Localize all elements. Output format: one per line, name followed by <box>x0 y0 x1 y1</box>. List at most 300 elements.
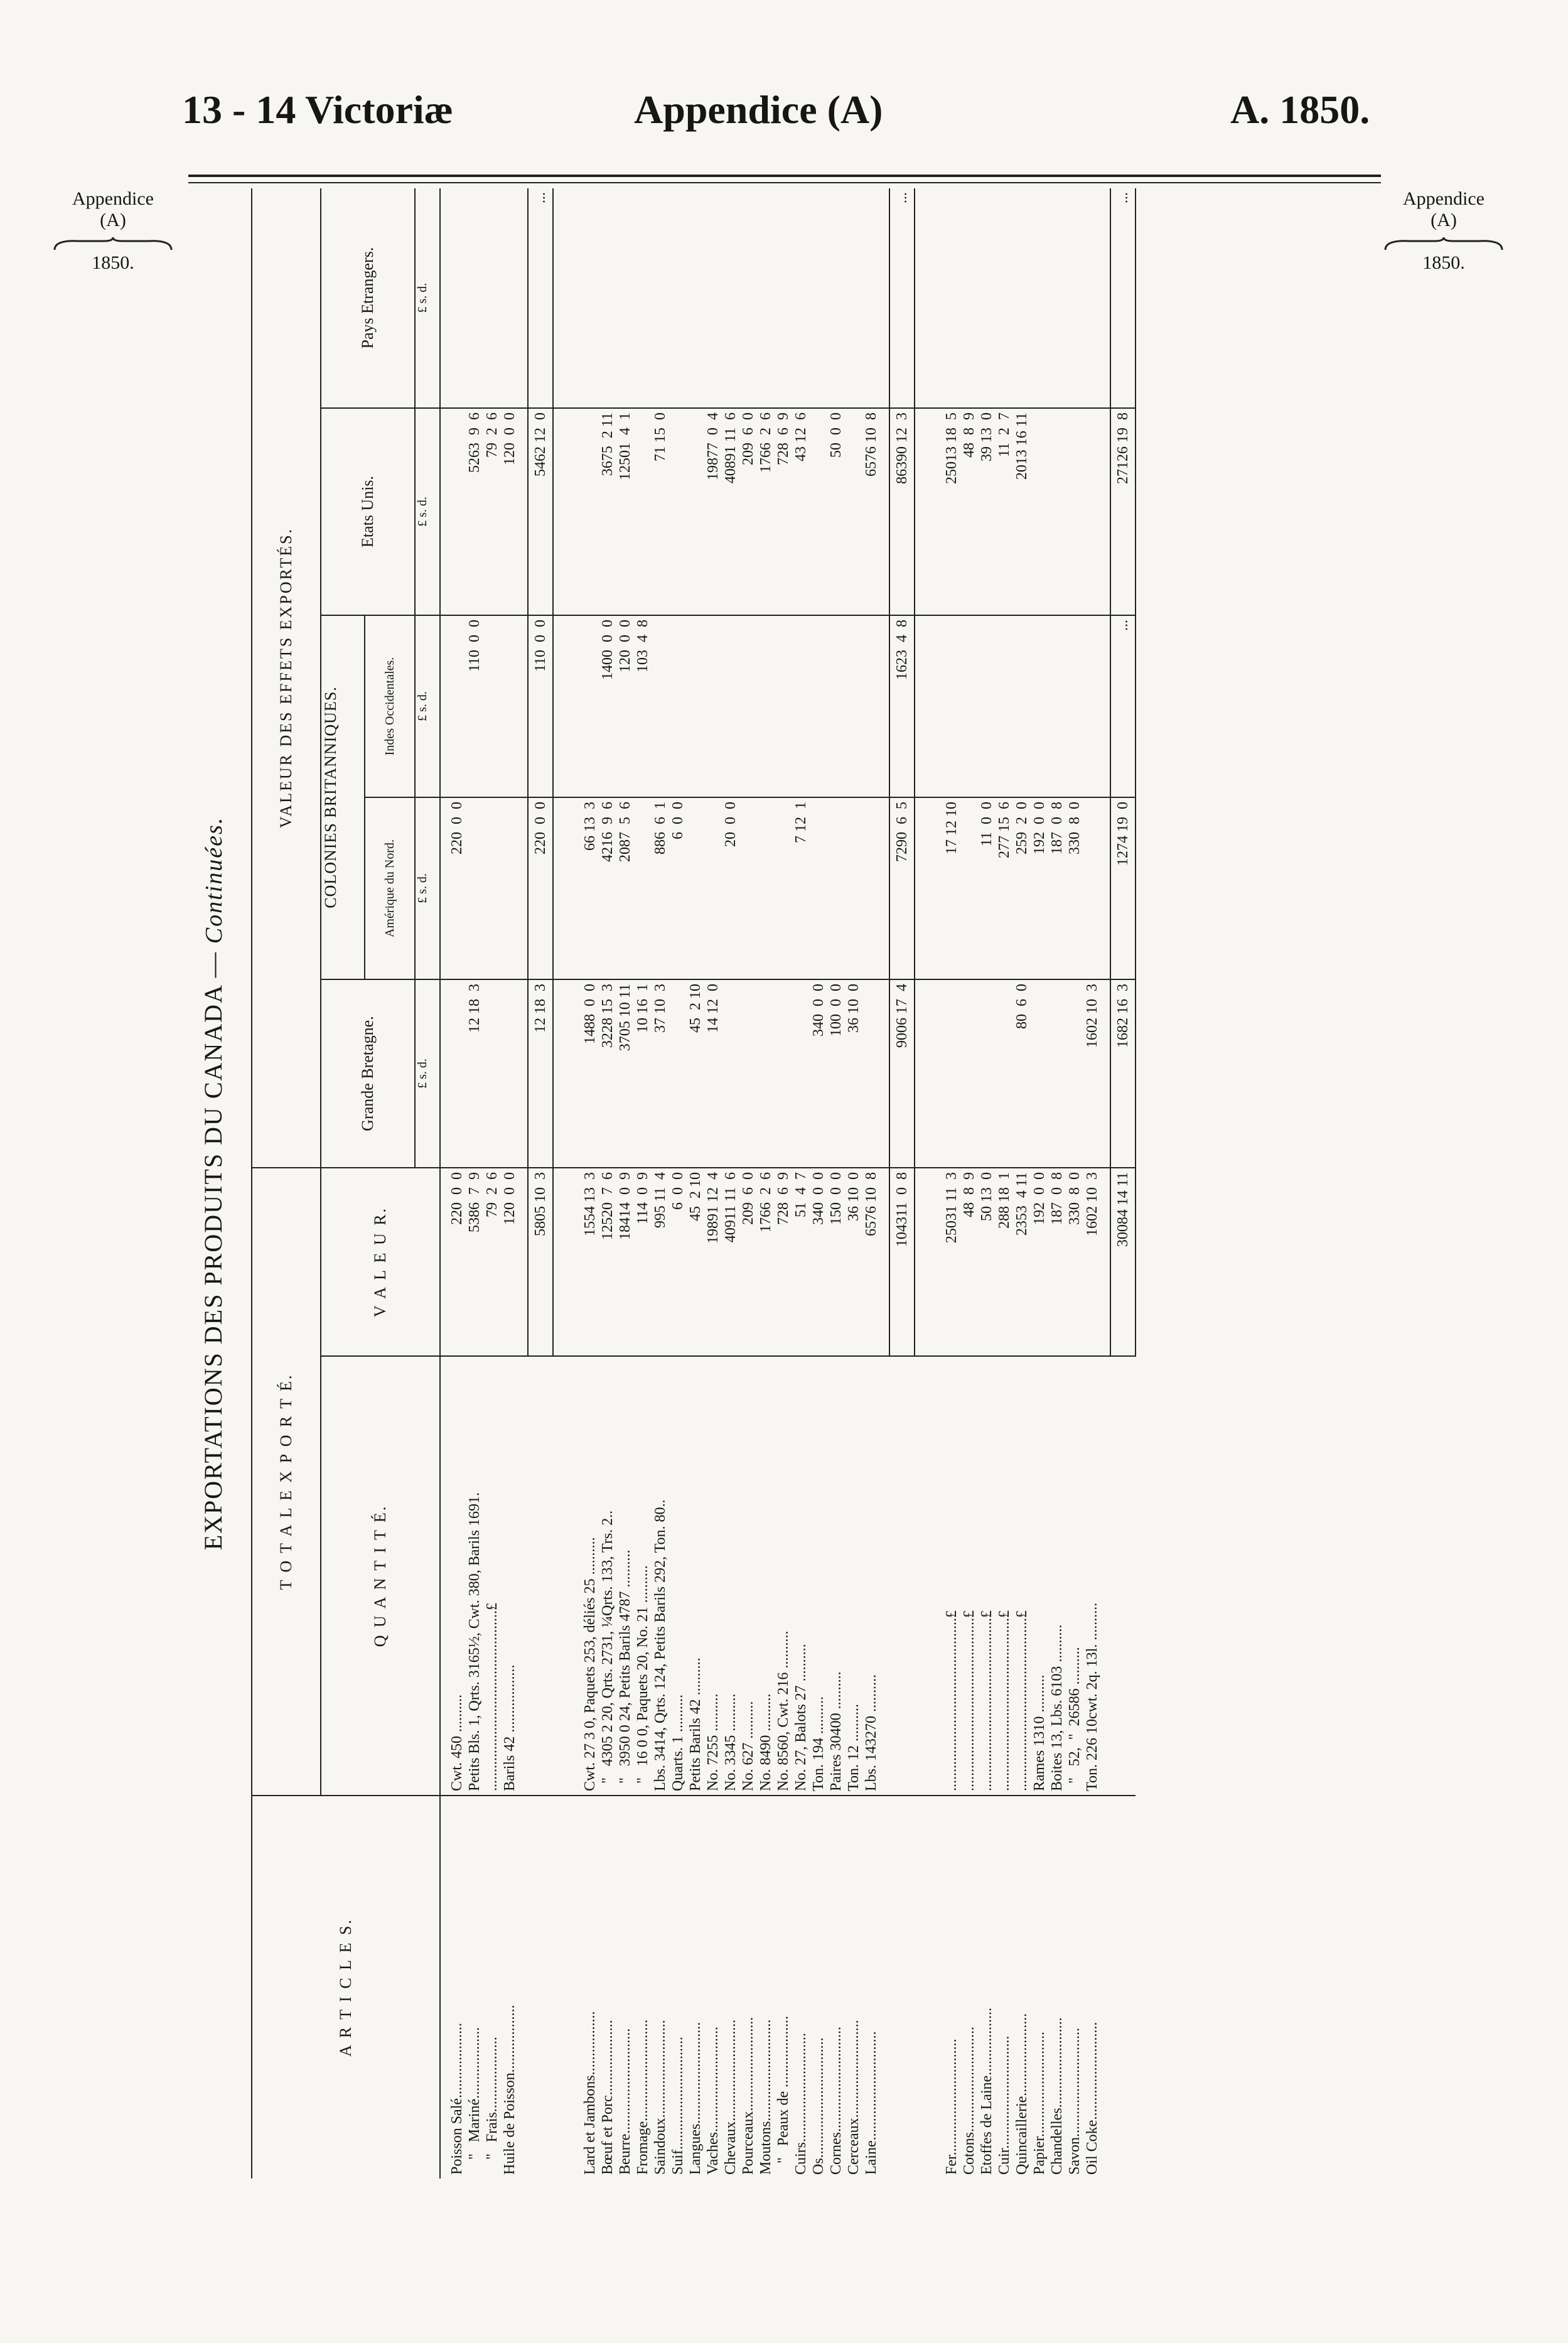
spacer-cell <box>881 797 889 979</box>
quantity-cell: No. 3345 .......... <box>722 1356 740 1796</box>
value-cell-in: 120 0 0 <box>617 615 635 797</box>
total-row <box>528 188 553 2179</box>
value-cell-pe <box>1066 188 1084 408</box>
value-cell-in <box>863 615 881 797</box>
value-cell-eu <box>687 408 705 615</box>
spacer-cell <box>440 188 449 408</box>
spacer-cell <box>915 615 943 797</box>
value-cell-gb: 36 10 0 <box>846 979 863 1168</box>
article-cell: " Mariné................... <box>466 2027 483 2175</box>
value-cell-valeur: 330 8 0 <box>1066 1168 1084 1356</box>
table-row <box>1084 188 1102 2179</box>
value-cell-valeur: 192 0 0 <box>1031 1168 1049 1356</box>
margin-note-year: 1850. <box>1422 252 1465 273</box>
col-header-valeur-effets: VALEUR DES EFFETS EXPORTÉS. <box>252 188 321 1168</box>
article-cell: " Peaux de ................... <box>775 2015 792 2175</box>
quantity-cell: ................................................£ <box>484 1356 502 1796</box>
value-cell-valeur: 209 6 0 <box>740 1168 758 1356</box>
table-title <box>176 188 251 2179</box>
total-cell-eu: 27126 19 8 <box>1110 408 1136 615</box>
table-row <box>652 188 670 2179</box>
spacer-cell <box>1102 408 1110 615</box>
value-cell-am <box>828 797 846 979</box>
value-cell-valeur: 48 8 9 <box>961 1168 979 1356</box>
spacer-cell <box>519 615 528 797</box>
value-cell-pe <box>775 188 793 408</box>
total-cell-in: 110 0 0 <box>528 615 553 797</box>
value-cell-eu: 2013 16 11 <box>1014 408 1031 615</box>
value-cell-eu: 11 2 7 <box>996 408 1014 615</box>
table-row <box>996 188 1014 2179</box>
value-cell-am <box>687 797 705 979</box>
group-spacer <box>1102 188 1110 2179</box>
total-cell-gb: 12 18 3 <box>528 979 553 1168</box>
value-cell-eu <box>635 408 652 615</box>
spacer-cell <box>519 1796 528 2179</box>
value-cell-pe <box>1014 188 1031 408</box>
value-cell-gb <box>670 979 687 1168</box>
value-cell-eu: 50 0 0 <box>828 408 846 615</box>
value-cell-am <box>635 797 652 979</box>
spacer-cell <box>553 408 582 615</box>
value-cell-valeur: 340 0 0 <box>810 1168 828 1356</box>
value-cell-gb: 12 18 3 <box>466 979 484 1168</box>
quantity-cell: Paires 30400 .......... <box>828 1356 846 1796</box>
lsd-header: £ s. d. <box>415 188 440 408</box>
quantity-cell: ..............................................£ <box>979 1356 996 1796</box>
value-cell-pe <box>1049 188 1066 408</box>
value-cell-valeur: 1766 2 6 <box>758 1168 775 1356</box>
article-cell: Huile de Poisson.................. <box>502 2005 518 2175</box>
table-row <box>449 188 466 2179</box>
total-row <box>1110 188 1136 2179</box>
value-cell-eu: 39 13 0 <box>979 408 996 615</box>
value-cell-eu: 79 2 6 <box>484 408 502 615</box>
group-spacer <box>915 188 943 2179</box>
exports-table <box>251 188 1136 2179</box>
value-cell-pe <box>996 188 1014 408</box>
value-cell-in <box>1049 615 1066 797</box>
spacer-cell <box>881 1168 889 1356</box>
spacer-cell <box>915 979 943 1168</box>
lsd-header: £ s. d. <box>415 408 440 615</box>
value-cell-valeur: 995 11 4 <box>652 1168 670 1356</box>
value-cell-am <box>775 797 793 979</box>
article-cell: Lard et Jambons................. <box>582 2011 598 2175</box>
value-cell-am <box>846 797 863 979</box>
value-cell-valeur: 288 18 1 <box>996 1168 1014 1356</box>
value-cell-gb <box>996 979 1014 1168</box>
quantity-cell: Ton. 226 10cwt. 2q. 13l. .......... <box>1084 1356 1102 1796</box>
spacer-cell <box>519 188 528 408</box>
value-cell-pe <box>1084 188 1102 408</box>
value-cell-in <box>582 615 599 797</box>
total-cell-am: 1274 19 0 <box>1110 797 1136 979</box>
spacer-cell <box>915 1168 943 1356</box>
value-cell-eu: 25013 18 5 <box>943 408 961 615</box>
table-row <box>1014 188 1031 2179</box>
brace-icon <box>53 235 173 250</box>
quantity-cell: Ton. 194 .......... <box>810 1356 828 1796</box>
value-cell-eu <box>846 408 863 615</box>
spacer-cell <box>1102 1356 1110 1796</box>
table-title-main: EXPORTATIONS DES PRODUITS DU CANADA — <box>199 951 227 1551</box>
table-row <box>979 188 996 2179</box>
table-row <box>617 188 635 2179</box>
value-cell-am: 11 0 0 <box>979 797 996 979</box>
value-cell-in <box>670 615 687 797</box>
value-cell-gb: 14 12 0 <box>705 979 722 1168</box>
total-cell-valeur: 5805 10 3 <box>528 1168 553 1356</box>
value-cell-gb: 10 16 1 <box>635 979 652 1168</box>
spacer-cell <box>1102 615 1110 797</box>
spacer-cell <box>915 797 943 979</box>
group-spacer <box>519 188 528 2179</box>
value-cell-gb <box>758 979 775 1168</box>
value-cell-am: 886 6 1 <box>652 797 670 979</box>
value-cell-am: 20 0 0 <box>722 797 740 979</box>
value-cell-am: 2087 5 6 <box>617 797 635 979</box>
total-cell-am: 7290 6 5 <box>889 797 915 979</box>
spacer-cell <box>553 1168 582 1356</box>
value-cell-gb <box>484 979 502 1168</box>
article-cell: Bœuf et Porc.................... <box>599 2020 616 2175</box>
spacer-cell <box>440 979 449 1168</box>
value-cell-in <box>961 615 979 797</box>
value-cell-am <box>484 797 502 979</box>
value-cell-am <box>810 797 828 979</box>
value-cell-gb: 80 6 0 <box>1014 979 1031 1168</box>
table-row <box>722 188 740 2179</box>
article-cell: Vaches............................ <box>705 2027 721 2175</box>
article-cell: Papier............................ <box>1031 2032 1048 2175</box>
value-cell-eu: 5263 9 6 <box>466 408 484 615</box>
quantity-cell: No. 8490 .......... <box>758 1356 775 1796</box>
quantity-cell: ..............................................£ <box>961 1356 979 1796</box>
value-cell-pe <box>846 188 863 408</box>
article-cell: Beurre............................ <box>617 2028 633 2175</box>
lsd-header: £ s. d. <box>415 797 440 979</box>
value-cell-pe <box>466 188 484 408</box>
col-header-etats-unis: Etats Unis. <box>321 408 415 615</box>
spacer-cell <box>553 1356 582 1796</box>
total-cell-pe: ... <box>1110 188 1136 408</box>
value-cell-gb: 45 2 10 <box>687 979 705 1168</box>
spacer-cell <box>1102 979 1110 1168</box>
value-cell-in <box>502 615 519 797</box>
value-cell-gb <box>1031 979 1049 1168</box>
header-right: A. 1850. <box>1230 87 1370 132</box>
value-cell-am <box>758 797 775 979</box>
value-cell-pe <box>617 188 635 408</box>
article-cell: Fer............................... <box>943 2039 960 2175</box>
value-cell-am: 187 0 8 <box>1049 797 1066 979</box>
value-cell-valeur: 728 6 9 <box>775 1168 793 1356</box>
total-cell-pe: ... <box>889 188 915 408</box>
quantity-cell: Petits Barils 42 .......... <box>687 1356 705 1796</box>
value-cell-pe <box>599 188 617 408</box>
value-cell-in <box>1066 615 1084 797</box>
value-cell-eu <box>1084 408 1102 615</box>
article-cell: Pourceaux......................... <box>740 2017 756 2175</box>
value-cell-pe <box>722 188 740 408</box>
value-cell-pe <box>943 188 961 408</box>
exports-table-body <box>440 188 1136 2179</box>
value-cell-in <box>775 615 793 797</box>
quantity-cell: " 3950 0 24, Petits Barils 4787 .......... <box>617 1356 635 1796</box>
spacer-cell <box>553 797 582 979</box>
col-header-grande-bretagne: Grande Bretagne. <box>321 979 415 1168</box>
total-label-cell <box>1110 1796 1136 2179</box>
total-cell-valeur: 30084 14 11 <box>1110 1168 1136 1356</box>
quantity-cell: " 4305 2 20, Qrts. 2731, ¼Qrts. 133, Trs. 2.. <box>599 1356 617 1796</box>
value-cell-eu <box>449 408 466 615</box>
value-cell-pe <box>705 188 722 408</box>
quantity-cell: Rames 1310 .......... <box>1031 1356 1049 1796</box>
margin-note-label: Appendice <box>72 188 154 209</box>
value-cell-eu: 6576 10 8 <box>863 408 881 615</box>
spacer-cell <box>881 408 889 615</box>
spacer-cell <box>553 615 582 797</box>
article-cell: Cuir.............................. <box>996 2035 1012 2175</box>
margin-note-left <box>50 188 176 274</box>
value-cell-pe <box>582 188 599 408</box>
article-cell: Etoffes de Laine.................. <box>979 2007 995 2175</box>
value-cell-pe <box>502 188 519 408</box>
value-cell-am <box>502 797 519 979</box>
spacer-cell <box>1102 1168 1110 1356</box>
value-cell-valeur: 114 0 9 <box>635 1168 652 1356</box>
total-quantity-cell <box>528 1356 553 1796</box>
spacer-cell <box>915 1356 943 1796</box>
value-cell-gb: 3705 10 11 <box>617 979 635 1168</box>
value-cell-gb: 340 0 0 <box>810 979 828 1168</box>
margin-note-label: Appendice <box>1403 188 1485 209</box>
value-cell-eu <box>810 408 828 615</box>
value-cell-in <box>758 615 775 797</box>
table-row <box>810 188 828 2179</box>
value-cell-valeur: 1554 13 3 <box>582 1168 599 1356</box>
quantity-cell: No. 8560, Cwt. 216 .......... <box>775 1356 793 1796</box>
value-cell-am <box>705 797 722 979</box>
value-cell-am: 330 8 0 <box>1066 797 1084 979</box>
article-cell: Chevaux........................... <box>722 2019 739 2175</box>
quantity-cell: ..............................................£ <box>996 1356 1014 1796</box>
quantity-cell: ..............................................£ <box>1014 1356 1031 1796</box>
spacer-cell <box>519 408 528 615</box>
group-spacer <box>881 188 889 2179</box>
value-cell-gb <box>740 979 758 1168</box>
table-row <box>502 188 519 2179</box>
total-label-cell <box>528 1796 553 2179</box>
value-cell-in <box>449 615 466 797</box>
value-cell-gb <box>722 979 740 1168</box>
col-header-indes: Indes Occidentales. <box>365 615 415 797</box>
value-cell-eu: 43 12 6 <box>793 408 810 615</box>
article-cell: Os................................ <box>810 2037 827 2175</box>
total-cell-eu: 86390 12 3 <box>889 408 915 615</box>
value-cell-gb: 3228 15 3 <box>599 979 617 1168</box>
value-cell-valeur: 6 0 0 <box>670 1168 687 1356</box>
table-row <box>775 188 793 2179</box>
spacer-cell <box>881 615 889 797</box>
value-cell-valeur: 120 0 0 <box>502 1168 519 1356</box>
table-row <box>1049 188 1066 2179</box>
article-cell: " Frais.................... <box>484 2037 500 2175</box>
value-cell-valeur: 220 0 0 <box>449 1168 466 1356</box>
value-cell-eu: 120 0 0 <box>502 408 519 615</box>
article-cell: Cerceaux.......................... <box>846 2020 862 2175</box>
value-cell-gb <box>943 979 961 1168</box>
spacer-cell <box>553 1796 582 2179</box>
total-cell-in: ... <box>1110 615 1136 797</box>
value-cell-in: 110 0 0 <box>466 615 484 797</box>
value-cell-in: 103 4 8 <box>635 615 652 797</box>
article-cell: Cornes............................ <box>828 2027 844 2175</box>
value-cell-am: 4216 9 6 <box>599 797 617 979</box>
value-cell-pe <box>810 188 828 408</box>
col-header-pays-etrangers: Pays Etrangers. <box>321 188 415 408</box>
article-cell: Saindoux.......................... <box>652 2020 669 2175</box>
header-left: 13 - 14 Victoriæ <box>182 87 453 132</box>
value-cell-gb: 100 0 0 <box>828 979 846 1168</box>
value-cell-am <box>1084 797 1102 979</box>
total-cell-in: 1623 4 8 <box>889 615 915 797</box>
lsd-header: £ s. d. <box>415 615 440 797</box>
table-row <box>687 188 705 2179</box>
quantity-cell: Cwt. 27 3 0, Paquets 253, déliés 25 .......... <box>582 1356 599 1796</box>
quantity-cell: " 52, " 26586 .......... <box>1066 1356 1084 1796</box>
quantity-cell: ..............................................£ <box>943 1356 961 1796</box>
quantity-cell: " 16 0 0, Paquets 20, No. 21 .......... <box>635 1356 652 1796</box>
value-cell-pe <box>793 188 810 408</box>
quantity-cell: Lbs. 3414, Qrts. 124, Petits Barils 292, Ton. 80.. <box>652 1356 670 1796</box>
value-cell-in <box>705 615 722 797</box>
spacer-cell <box>440 1168 449 1356</box>
spacer-cell <box>519 797 528 979</box>
spacer-cell <box>881 1356 889 1796</box>
value-cell-eu: 12501 4 1 <box>617 408 635 615</box>
value-cell-in <box>1014 615 1031 797</box>
header-rule-thin <box>188 182 1381 183</box>
spacer-cell <box>553 979 582 1168</box>
value-cell-valeur: 45 2 10 <box>687 1168 705 1356</box>
value-cell-am <box>466 797 484 979</box>
quantity-cell: No. 7255 .......... <box>705 1356 722 1796</box>
spacer-cell <box>881 188 889 408</box>
value-cell-pe <box>863 188 881 408</box>
value-cell-in <box>1031 615 1049 797</box>
article-cell: Suif.............................. <box>670 2036 686 2175</box>
group-spacer <box>440 188 449 2179</box>
value-cell-eu <box>1049 408 1066 615</box>
value-cell-valeur: 5386 7 9 <box>466 1168 484 1356</box>
value-cell-gb: 37 10 3 <box>652 979 670 1168</box>
value-cell-valeur: 18414 0 9 <box>617 1168 635 1356</box>
total-cell-pe: ... <box>528 188 553 408</box>
quantity-cell: Lbs. 143270 .......... <box>863 1356 881 1796</box>
col-header-valeur: V A L E U R. <box>321 1168 440 1356</box>
value-cell-eu: 48 8 9 <box>961 408 979 615</box>
value-cell-gb <box>863 979 881 1168</box>
article-cell: Cotons............................ <box>961 2026 977 2175</box>
value-cell-pe <box>961 188 979 408</box>
table-row <box>828 188 846 2179</box>
value-cell-in <box>846 615 863 797</box>
col-header-articles: A R T I C L E S. <box>252 1796 440 2179</box>
value-cell-gb <box>793 979 810 1168</box>
value-cell-valeur: 6576 10 8 <box>863 1168 881 1356</box>
total-cell-gb: 9006 17 4 <box>889 979 915 1168</box>
value-cell-eu: 728 6 9 <box>775 408 793 615</box>
spacer-cell <box>1102 188 1110 408</box>
article-cell: Fromage........................... <box>635 2019 651 2175</box>
value-cell-eu <box>1066 408 1084 615</box>
value-cell-in <box>1084 615 1102 797</box>
value-cell-gb <box>502 979 519 1168</box>
value-cell-valeur: 1602 10 3 <box>1084 1168 1102 1356</box>
margin-note-year: 1850. <box>92 252 134 273</box>
table-title-continued: Continuées. <box>201 816 227 944</box>
value-cell-pe <box>484 188 502 408</box>
total-label-cell <box>889 1796 915 2179</box>
value-cell-pe <box>687 188 705 408</box>
total-quantity-cell <box>1110 1356 1136 1796</box>
value-cell-am: 259 2 0 <box>1014 797 1031 979</box>
value-cell-valeur: 36 10 0 <box>846 1168 863 1356</box>
margin-note-label-a: (A) <box>100 210 126 230</box>
spacer-cell <box>440 797 449 979</box>
value-cell-am: 7 12 1 <box>793 797 810 979</box>
value-cell-pe <box>740 188 758 408</box>
value-cell-in <box>996 615 1014 797</box>
col-header-colonies: COLONIES BRITANNIQUES. <box>321 615 365 979</box>
article-cell: Moutons........................... <box>758 2019 774 2175</box>
value-cell-eu: 19877 0 4 <box>705 408 722 615</box>
table-row <box>582 188 599 2179</box>
value-cell-valeur: 2353 4 11 <box>1014 1168 1031 1356</box>
value-cell-pe <box>758 188 775 408</box>
article-cell: Cuirs............................. <box>793 2032 809 2175</box>
article-cell: Poisson Salé.................... <box>449 2022 465 2175</box>
total-row <box>889 188 915 2179</box>
value-cell-valeur: 187 0 8 <box>1049 1168 1066 1356</box>
value-cell-pe <box>449 188 466 408</box>
value-cell-in <box>828 615 846 797</box>
value-cell-eu: 1766 2 6 <box>758 408 775 615</box>
spacer-cell <box>553 188 582 408</box>
article-cell: Savon............................. <box>1066 2028 1083 2175</box>
header-rule <box>188 175 1381 177</box>
value-cell-am: 277 15 6 <box>996 797 1014 979</box>
value-cell-eu <box>582 408 599 615</box>
spacer-cell <box>440 615 449 797</box>
total-cell-valeur: 104311 0 8 <box>889 1168 915 1356</box>
col-header-quantite: Q U A N T I T É. <box>321 1356 440 1796</box>
value-cell-valeur: 150 0 0 <box>828 1168 846 1356</box>
table-row <box>846 188 863 2179</box>
value-cell-eu: 3675 2 11 <box>599 408 617 615</box>
table-row <box>705 188 722 2179</box>
value-cell-valeur: 19891 12 4 <box>705 1168 722 1356</box>
value-cell-gb <box>1049 979 1066 1168</box>
value-cell-in <box>979 615 996 797</box>
value-cell-pe <box>670 188 687 408</box>
value-cell-in <box>687 615 705 797</box>
table-row <box>758 188 775 2179</box>
col-header-amerique: Amérique du Nord. <box>365 797 415 979</box>
table-row <box>1066 188 1084 2179</box>
